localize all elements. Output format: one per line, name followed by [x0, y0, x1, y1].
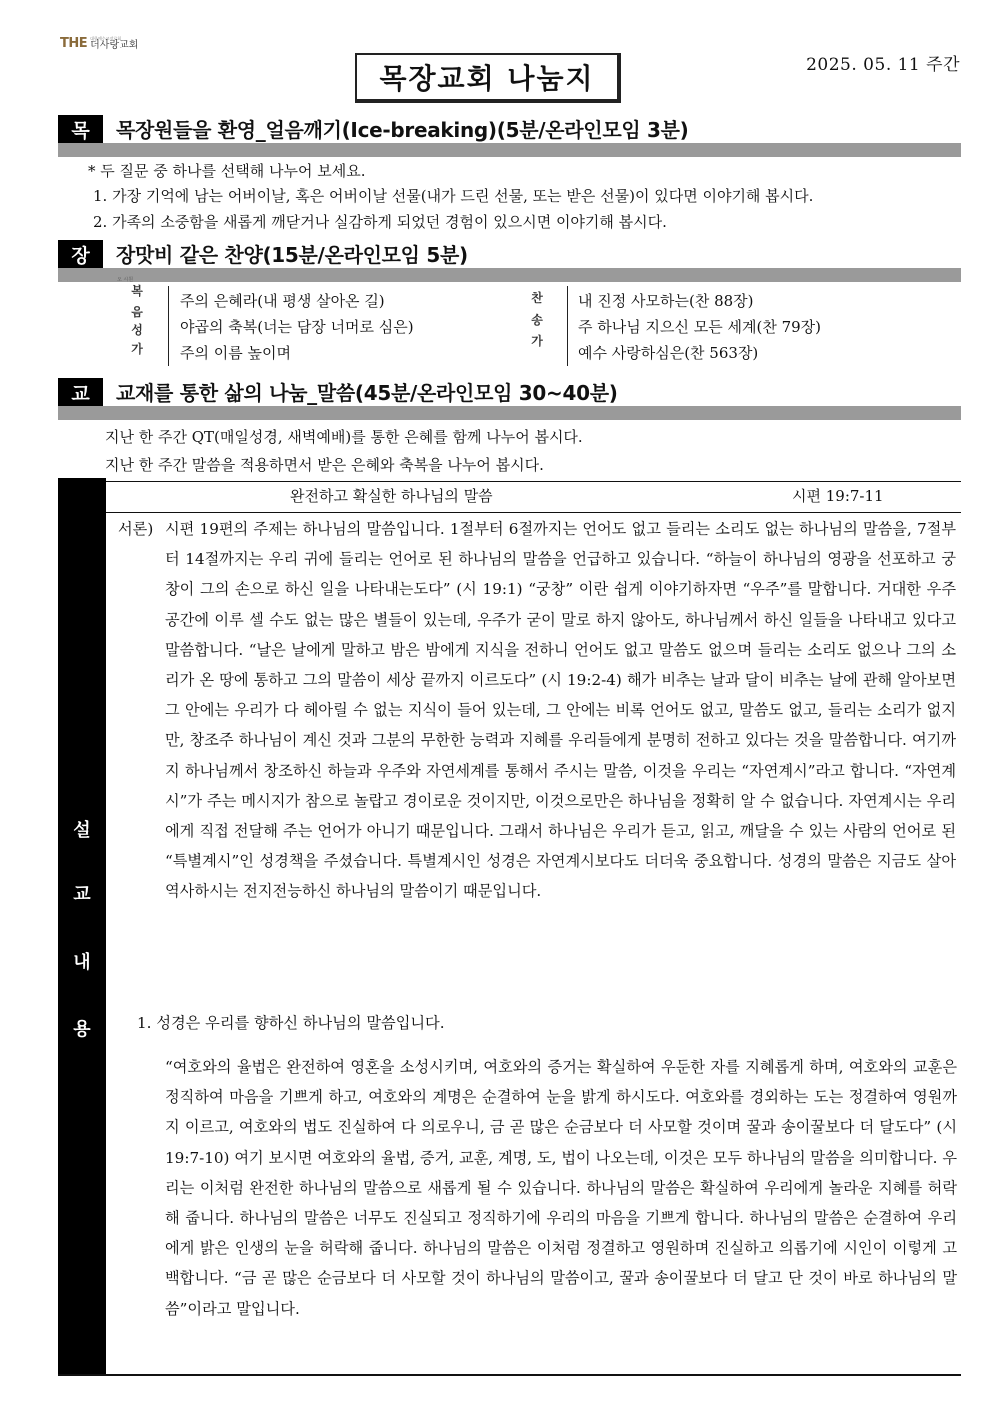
section-praise-header — [58, 240, 961, 282]
logo-denomination: 대한예수교장로회 — [90, 35, 122, 41]
question-item: 2. 가족의 소중함을 새롭게 깨닫거나 실감하게 되었던 경험이 있으시면 이야기해 봅시다. — [93, 213, 667, 231]
sermon-header — [106, 481, 961, 513]
hymn-item: 내 진정 사모하는(찬 88장) — [578, 292, 754, 310]
intro-paragraph: 시편 19편의 주제는 하나님의 말씀입니다. 1절부터 6절까지는 언어도 없고 들리는 소리도 없는 하나님의 말씀을, 7절부터 14절까지는 우리 귀에 들리는 언어로 된 하나님의 말씀을 언급하고 있습니다. “하늘이 하나님의 영광을 선포하고 궁창이 그의 손으로 하신 일을 나타내는도다” (시 19:1) “궁창” 이란 쉽게 이야기하자면 “우주”를 말합니다. 거대한 우주 공간에 이루 셀 수도 없는 많은 별들이 있는데, 우주가 굳이 말로 하지 않아도, 하나님께서 하신 일들을 나타내고 있다고 말씀합니다. “날은 날에게 말하고 밤은 밤에게 지식을 전하니 언어도 없고 말씀도 없으며 들리는 소리도 없으나 그의 소리가 온 땅에 통하고 그의 말씀이 세상 끝까지 이르도다” (시 19:2-4) 해가 비추는 날과 달이 비추는 날에 관해 알아보면 그 안에는 우리가 다 헤아릴 수 없는 지식이 들어 있는데, 그 안에는 비록 언어도 없고, 말씀도 없고, 들리는 소리가 없지만, 창조주 하나님이 계신 것과 그분의 무한한 능력과 지혜를 우리들에게 분명히 전하고 있다는 것을 말씀합니다. 여기까지 하나님께서 창조하신 하늘과 우주와 자연세계를 통해서 주시는 말씀, 이것을 우리는 “자연계시”라고 합니다. “자연계시”가 주는 메시지가 참으로 놀랍고 경이로운 것이지만, 이것으로만은 하나님을 정확히 알 수 없습니다. 자연계시는 우리에게 직접 전달해 주는 언어가 아니기 때문입니다. 그래서 하나님은 우리가 듣고, 읽고, 깨달을 수 있는 사람의 언어로 된 “특별계시”인 성경책을 주셨습니다. 특별계시인 성경은 자연계시보다도 더더욱 중요합니다. 성경의 말씀은 지금도 살아 역사하시는 전지전능하신 하나님의 말씀이기 때문입니다. — [165, 520, 956, 901]
sharing-prompt: 지난 한 주간 QT(매일성경, 새벽예배)를 통한 은혜를 함께 나누어 봅시다. — [105, 428, 583, 446]
section-bar — [58, 406, 961, 420]
section-title: 교재를 통한 삶의 나눔_말씀(45분/온라인모임 30~40분) — [116, 381, 618, 405]
side-label-char: 설 — [73, 820, 91, 841]
section-welcome-header — [58, 115, 961, 157]
praise-song: 야곱의 축복(너는 담장 너머로 심은) — [180, 318, 414, 336]
section-title: 목장원들을 환영_얼음깨기(Ice-breaking)(5분/온라인모임 3분) — [116, 118, 689, 142]
praise-label — [126, 285, 148, 355]
sermon-intro — [118, 514, 960, 907]
hymn-label — [526, 292, 548, 348]
praise-label-char: 가 — [131, 341, 143, 356]
hymn-item: 예수 사랑하심은(찬 563장) — [578, 344, 759, 362]
section-title: 장맛비 같은 찬양(15분/온라인모임 5분) — [116, 243, 468, 267]
side-label-char: 용 — [73, 1019, 91, 1040]
sharing-prompt: 지난 한 주간 말씀을 적용하면서 받은 은혜와 축복을 나누어 봅시다. — [105, 456, 544, 474]
praise-song: 주의 이름 높이며 — [180, 344, 291, 362]
section-badge: 장 — [58, 240, 103, 268]
table-divider — [168, 286, 169, 366]
hymn-label-char: 찬 — [531, 291, 543, 305]
section-note: * 두 질문 중 하나를 선택해 나누어 보세요. — [88, 162, 366, 180]
point-paragraph: “여호와의 율법은 완전하여 영혼을 소성시키며, 여호와의 증거는 확실하여 우둔한 자를 지혜롭게 하며, 여호와의 교훈은 정직하여 마음을 기쁘게 하고, 여호와의 계명은 순결하여 눈을 밝게 하시도다. 여호와를 경외하는 도는 정결하여 영원까지 이르고, 여호와의 법도 진실하여 다 의로우니, 금 곧 많은 순금보다 더 사모할 것이며 꿀과 송이꿀보다 더 달도다” (시 19:7-10) 여기 보시면 여호와의 율법, 증거, 교훈, 계명, 도, 법이 나오는데, 이것은 모두 하나님의 말씀을 의미합니다. 우리는 이처럼 완전한 하나님의 말씀으로 새롭게 될 수 있습니다. 하나님의 말씀은 확실하여 우리에게 놀라운 지혜를 허락해 줍니다. 하나님의 말씀은 너무도 진실되고 정직하기에 우리의 마음을 기쁘게 합니다. 하나님의 말씀은 순결하여 우리에게 밝은 인생의 눈을 허락해 줍니다. 하나님의 말씀은 이처럼 정결하고 영원하며 진실하고 의롭기에 시인이 이렇게 고백합니다. “금 곧 많은 순금보다 더 사모할 것이 하나님의 말씀이고, 꿀과 송이꿀보다 더 달고 단 것이 바로 하나님의 말씀”이라고 말입니다. — [165, 1058, 957, 1318]
sermon-side-label — [58, 478, 106, 1374]
sermon-reference: 시편 19:7-11 — [792, 487, 884, 505]
hymn-label-char: 가 — [531, 334, 543, 349]
sermon-title: 완전하고 확실한 하나님의 말씀 — [290, 487, 493, 505]
praise-song: 주의 은혜라(내 평생 살아온 길) — [180, 292, 385, 310]
section-bar — [58, 268, 961, 282]
praise-label-char: 복 — [131, 284, 143, 298]
title-box — [355, 53, 621, 103]
question-item: 1. 가장 기억에 남는 어버이날, 혹은 어버이날 선물(내가 드린 선물, 또는 받은 선물)이 있다면 이야기해 봅시다. — [93, 187, 814, 205]
intro-label: 서론) — [118, 520, 154, 538]
point-heading: 1. 성경은 우리를 향하신 하나님의 말씀입니다. — [137, 1014, 445, 1032]
section-word-header — [58, 378, 961, 420]
church-logo — [60, 36, 138, 51]
page-title: 목장교회 나눔지 — [379, 62, 595, 95]
praise-label-char: 음 — [131, 304, 143, 319]
week-date: 2025. 05. 11 주간 — [806, 55, 960, 75]
side-label-char: 교 — [73, 884, 91, 905]
logo-mark: THE — [60, 36, 88, 51]
side-label-char: 내 — [73, 952, 91, 973]
logo-church-name: 더사랑교회 — [90, 39, 139, 51]
table-divider — [567, 286, 568, 366]
hymn-label-char: 송 — [531, 312, 543, 327]
section-badge: 목 — [58, 115, 103, 143]
praise-label-small: 오 시원 — [117, 277, 134, 283]
hymn-item: 주 하나님 지으신 모든 세계(찬 79장) — [578, 318, 822, 336]
section-bar — [58, 143, 961, 157]
praise-label-char: 성 — [131, 323, 143, 338]
section-badge: 교 — [58, 378, 103, 406]
